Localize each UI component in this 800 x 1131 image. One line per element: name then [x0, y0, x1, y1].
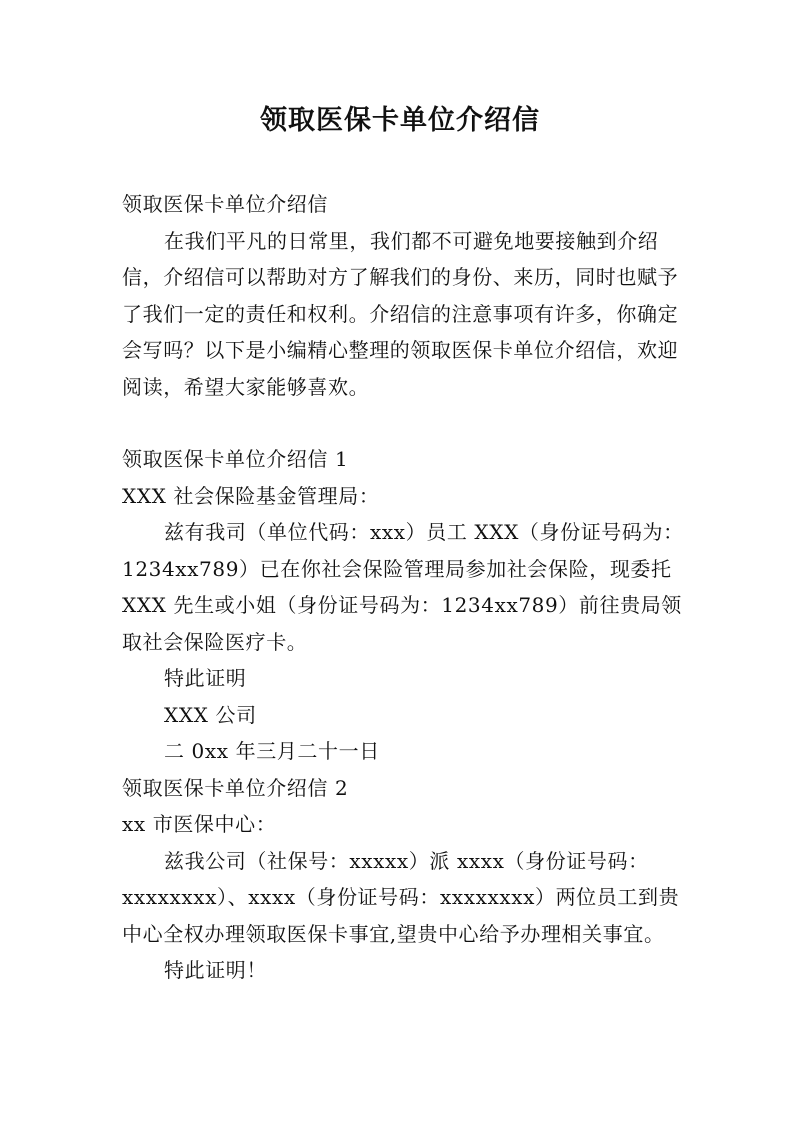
letter1-heading: 领取医保卡单位介绍信 1	[122, 447, 349, 471]
letter2-salutation: xx 市医保中心：	[122, 812, 277, 836]
letter1-body: 兹有我司（单位代码：xxx）员工 XXX（身份证号码为：1234xx789）已在你社会保险管理局参加社会保险，现委托 XXX 先生或小姐（身份证号码为：1234xx789）前往贵局领取社会保险医疗卡。	[122, 520, 684, 654]
letter1-date: 二 0xx 年三月二十一日	[164, 739, 380, 763]
letter1-closing: 特此证明	[164, 666, 247, 690]
letter2-heading: 领取医保卡单位介绍信 2	[122, 775, 349, 800]
intro-heading: 领取医保卡单位介绍信	[122, 192, 328, 216]
section-gap	[122, 405, 694, 441]
document-body	[122, 186, 694, 989]
letter1-signature: XXX 公司	[164, 702, 257, 727]
letter2-closing: 特此证明！	[164, 958, 267, 982]
letter1-salutation: XXX 社会保险基金管理局：	[122, 483, 380, 508]
intro-paragraph: 在我们平凡的日常里，我们都不可避免地要接触到介绍信，介绍信可以帮助对方了解我们的身份、来历，同时也赋予了我们一定的责任和权利。介绍信的注意事项有许多，你确定会写吗？以下是小编精心整理的领取医保卡单位介绍信，欢迎阅读，希望大家能够喜欢。	[122, 228, 679, 399]
letter2-body: 兹我公司（社保号：xxxxx）派 xxxx（身份证号码：xxxxxxxx）、xxxx（身份证号码：xxxxxxxx）两位员工到贵中心全权办理领取医保卡事宜,望贵中心给予办理相关事宜。	[122, 848, 680, 946]
document-title: 领取医保卡单位介绍信	[260, 105, 540, 136]
